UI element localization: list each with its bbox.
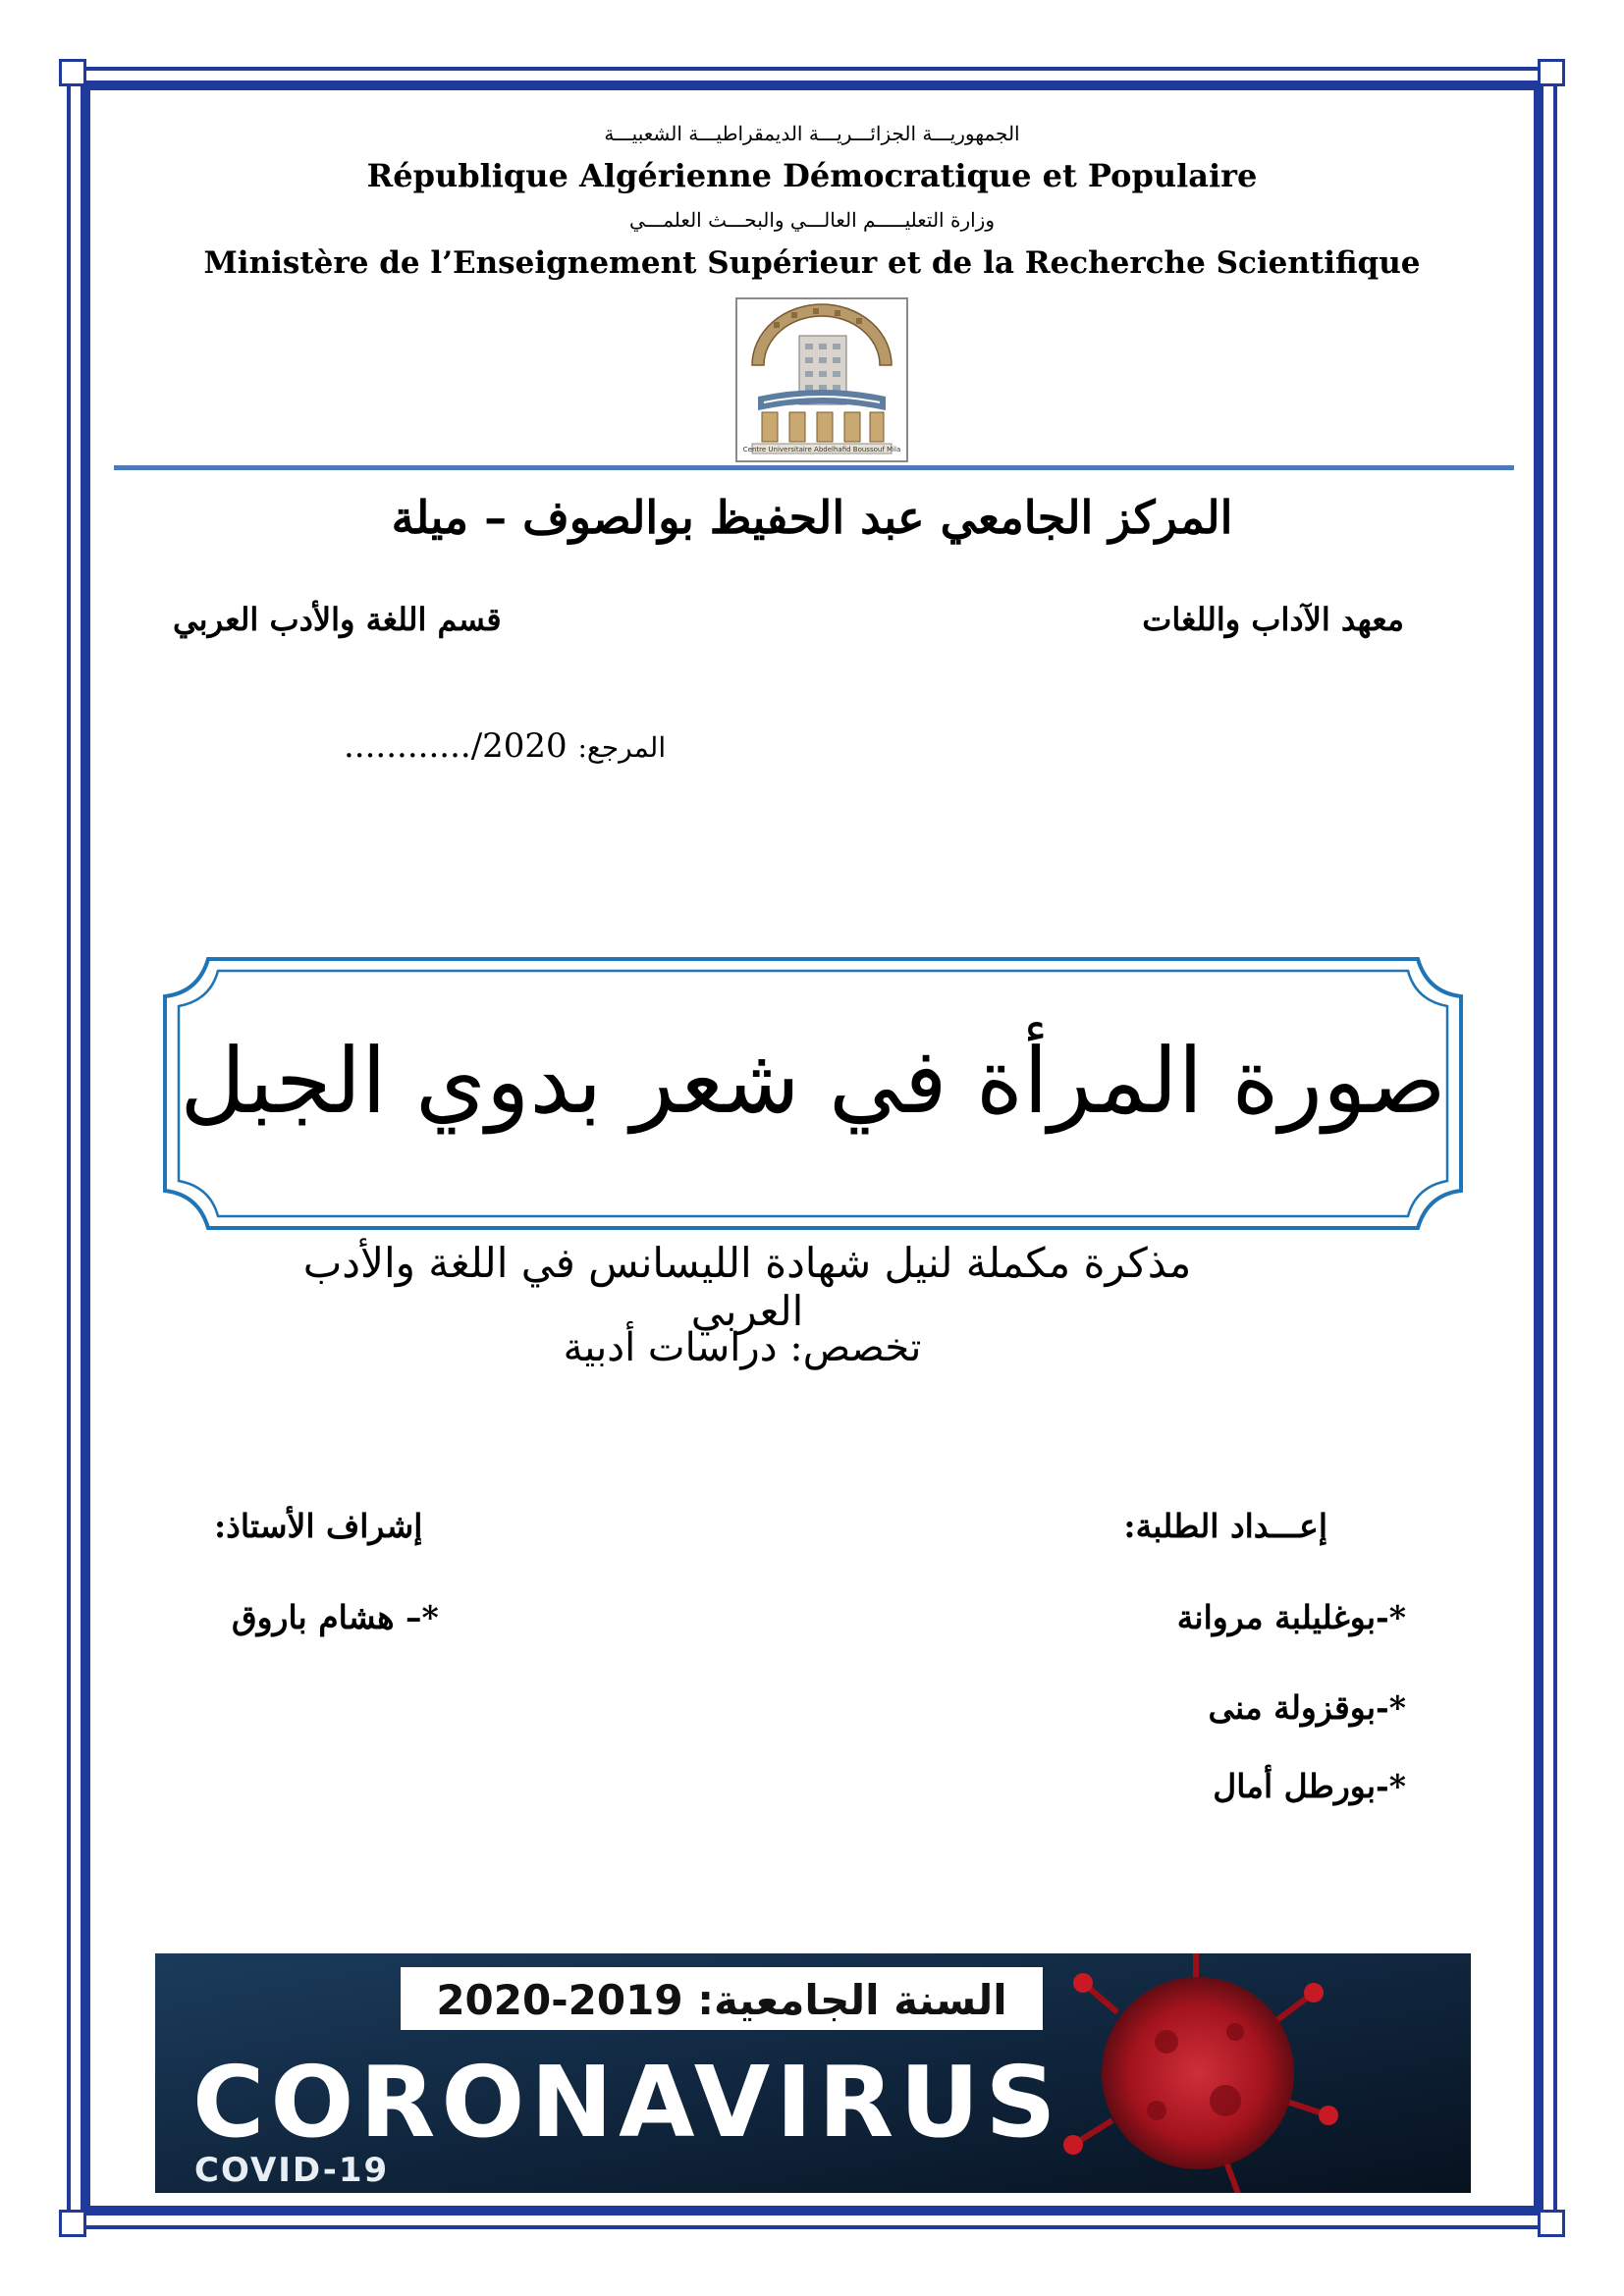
supervisor-label: إشراف الأستاذ:: [214, 1507, 423, 1545]
university-center-name: المركز الجامعي عبد الحفيظ بوالصوف – ميلة: [391, 491, 1233, 544]
svg-text:السنة الجامعية: 2019-2020: السنة الجامعية: 2019-2020: [436, 1976, 1007, 2024]
thesis-title: صورة المرأة في شعر بدوي الجبل: [180, 1029, 1446, 1134]
reference-line: [344, 726, 666, 766]
student-name: *-بوغليلبة مروانة: [1176, 1598, 1406, 1636]
svg-text:Centre Universitaire Abdelhafi: Centre Universitaire Abdelhafid Boussouf Mila: [742, 446, 901, 454]
supervisor-name: *– هشام باروق: [232, 1598, 439, 1636]
student-name: *-بورطل أمال: [1213, 1767, 1406, 1805]
university-logo: [734, 296, 909, 463]
thesis-subtitle: مذكرة مكملة لنيل شهادة الليسانس في اللغة والأدب العربي: [302, 1239, 1192, 1335]
institute-name: معهد الآداب واللغات: [1142, 601, 1404, 638]
frame-corner-top-right: [1538, 59, 1565, 86]
republic-french: République Algérienne Démocratique et Populaire: [366, 157, 1258, 194]
department-name: قسم اللغة والأدب العربي: [173, 601, 502, 638]
banner-headline: CORONAVIRUS: [192, 2045, 1062, 2160]
republic-arabic: الجمهوريـــة الجزائـــريـــة الديمقراطيـــة الشعبيـــة: [604, 122, 1020, 145]
frame-corner-top-left: [59, 59, 86, 86]
reference-label: المرجع:: [577, 731, 667, 764]
coronavirus-banner: [155, 1953, 1471, 2193]
ministry-arabic: وزارة التعليـــــم العالـــي والبحـــث العلمـــي: [629, 208, 995, 232]
thesis-specialty: تخصص: دراسات أدبية: [563, 1325, 922, 1370]
frame-corner-bottom-left: [59, 2210, 86, 2237]
student-name: *-بوقزولة منى: [1208, 1688, 1406, 1727]
header-divider: [114, 465, 1514, 470]
ministry-french: Ministère de l’Enseignement Supérieur et de la Recherche Scientifique: [203, 245, 1421, 281]
banner-tag: COVID-19: [194, 2151, 390, 2190]
students-label: إعـــداد الطلبة:: [1123, 1507, 1327, 1545]
frame-corner-bottom-right: [1538, 2210, 1565, 2237]
reference-value: ............/2020: [344, 726, 568, 766]
